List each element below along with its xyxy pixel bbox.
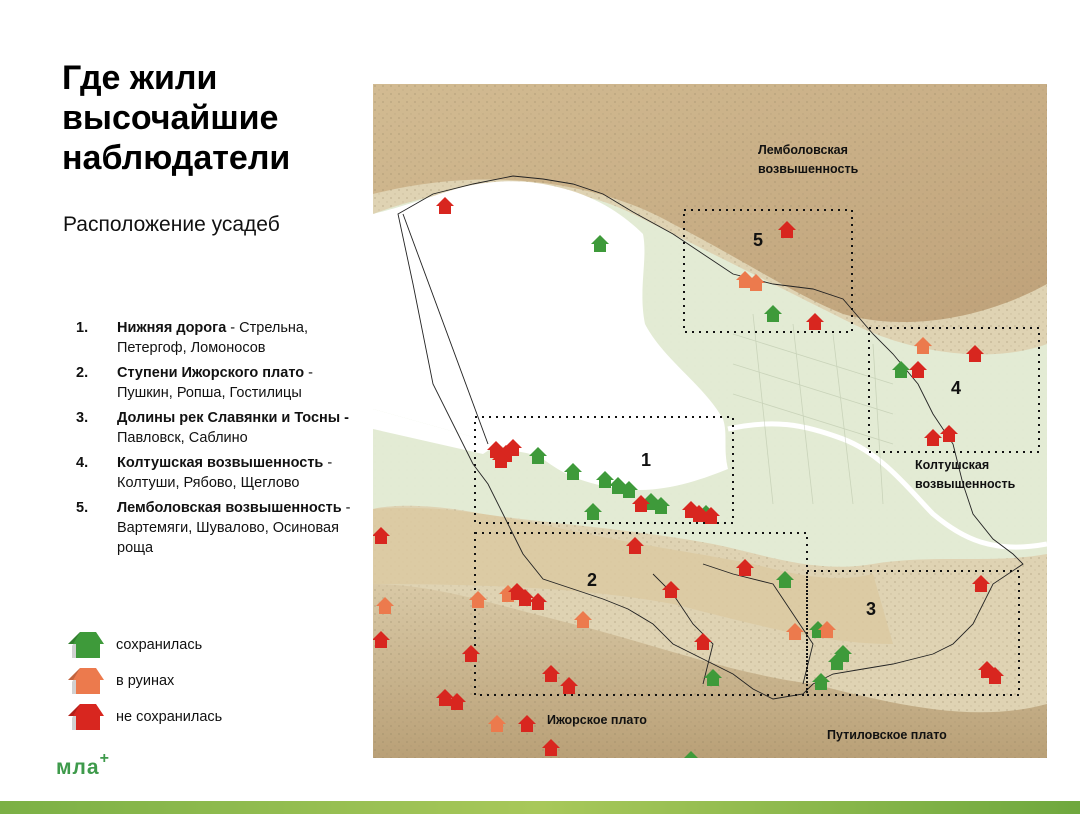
zone-list-number: 5. (76, 500, 89, 516)
zone-list-places: - Стрельна, Петергоф, Ломоносов (117, 320, 309, 356)
label-koltushi-line2: возвышенность (915, 477, 1016, 491)
legend-item-lost (66, 700, 326, 736)
zone-list-number: 1. (76, 320, 89, 336)
zone-list-number: 4. (76, 455, 89, 471)
relief-map (373, 84, 1047, 758)
zone-list-item (76, 408, 366, 448)
legend-label: в руинах (116, 673, 175, 689)
zone-list-item (76, 453, 366, 493)
zone-list-number: 3. (76, 410, 89, 426)
zone-number-5: 5 (753, 230, 764, 250)
zone-list-name: Долины рек Славянки и Тосны - (117, 410, 350, 426)
zone-list-places: Павловск, Саблино (117, 430, 248, 446)
legend-label: сохранилась (116, 637, 203, 653)
legend-item-ruins (66, 664, 326, 700)
zone-list-item (76, 363, 366, 403)
page-subtitle: Расположение усадеб (63, 213, 280, 236)
label-lembolovo-line1: Лемболовская (758, 143, 848, 157)
title-line-3: наблюдатели (62, 139, 291, 177)
zone-list-item (76, 318, 366, 358)
house-icon (66, 664, 106, 698)
zone-list-name: Колтушская возвышенность (117, 455, 324, 471)
zone-list (76, 318, 366, 563)
title-line-1: Где жили (62, 59, 218, 97)
zone-list-places: - Пушкин, Ропша, Гостилицы (117, 365, 313, 401)
zone-list-places: - Вартемяги, Шувалово, Осиновая роща (117, 500, 351, 556)
bottom-bar (0, 801, 1080, 814)
mla-logo (56, 750, 110, 780)
label-izhora-plateau: Ижорское плато (547, 713, 647, 727)
zone-list-name: Ступени Ижорского плато (117, 365, 305, 381)
legend-label: не сохранилась (116, 709, 223, 725)
zone-number-2: 2 (587, 570, 598, 590)
title-line-2: высочайшие (62, 99, 279, 137)
house-icon (66, 700, 106, 734)
label-lembolovo-line2: возвышенность (758, 162, 859, 176)
zone-list-name: Нижняя дорога (117, 320, 227, 336)
zone-number-3: 3 (866, 599, 877, 619)
zone-list-number: 2. (76, 365, 89, 381)
zone-number-1: 1 (641, 450, 652, 470)
zone-number-4: 4 (951, 378, 962, 398)
label-putilovo-plateau: Путиловское плато (827, 728, 947, 742)
logo-text: мла (56, 756, 100, 779)
logo-plus: + (99, 750, 110, 767)
label-koltushi-line1: Колтушская (915, 458, 990, 472)
legend-item-preserved (66, 628, 326, 664)
page-title (62, 58, 362, 178)
zone-list-places: - Колтуши, Рябово, Щеглово (117, 455, 333, 491)
house-icon (66, 628, 106, 662)
zone-list-item (76, 498, 366, 558)
zone-list-name: Лемболовская возвышенность (117, 500, 342, 516)
